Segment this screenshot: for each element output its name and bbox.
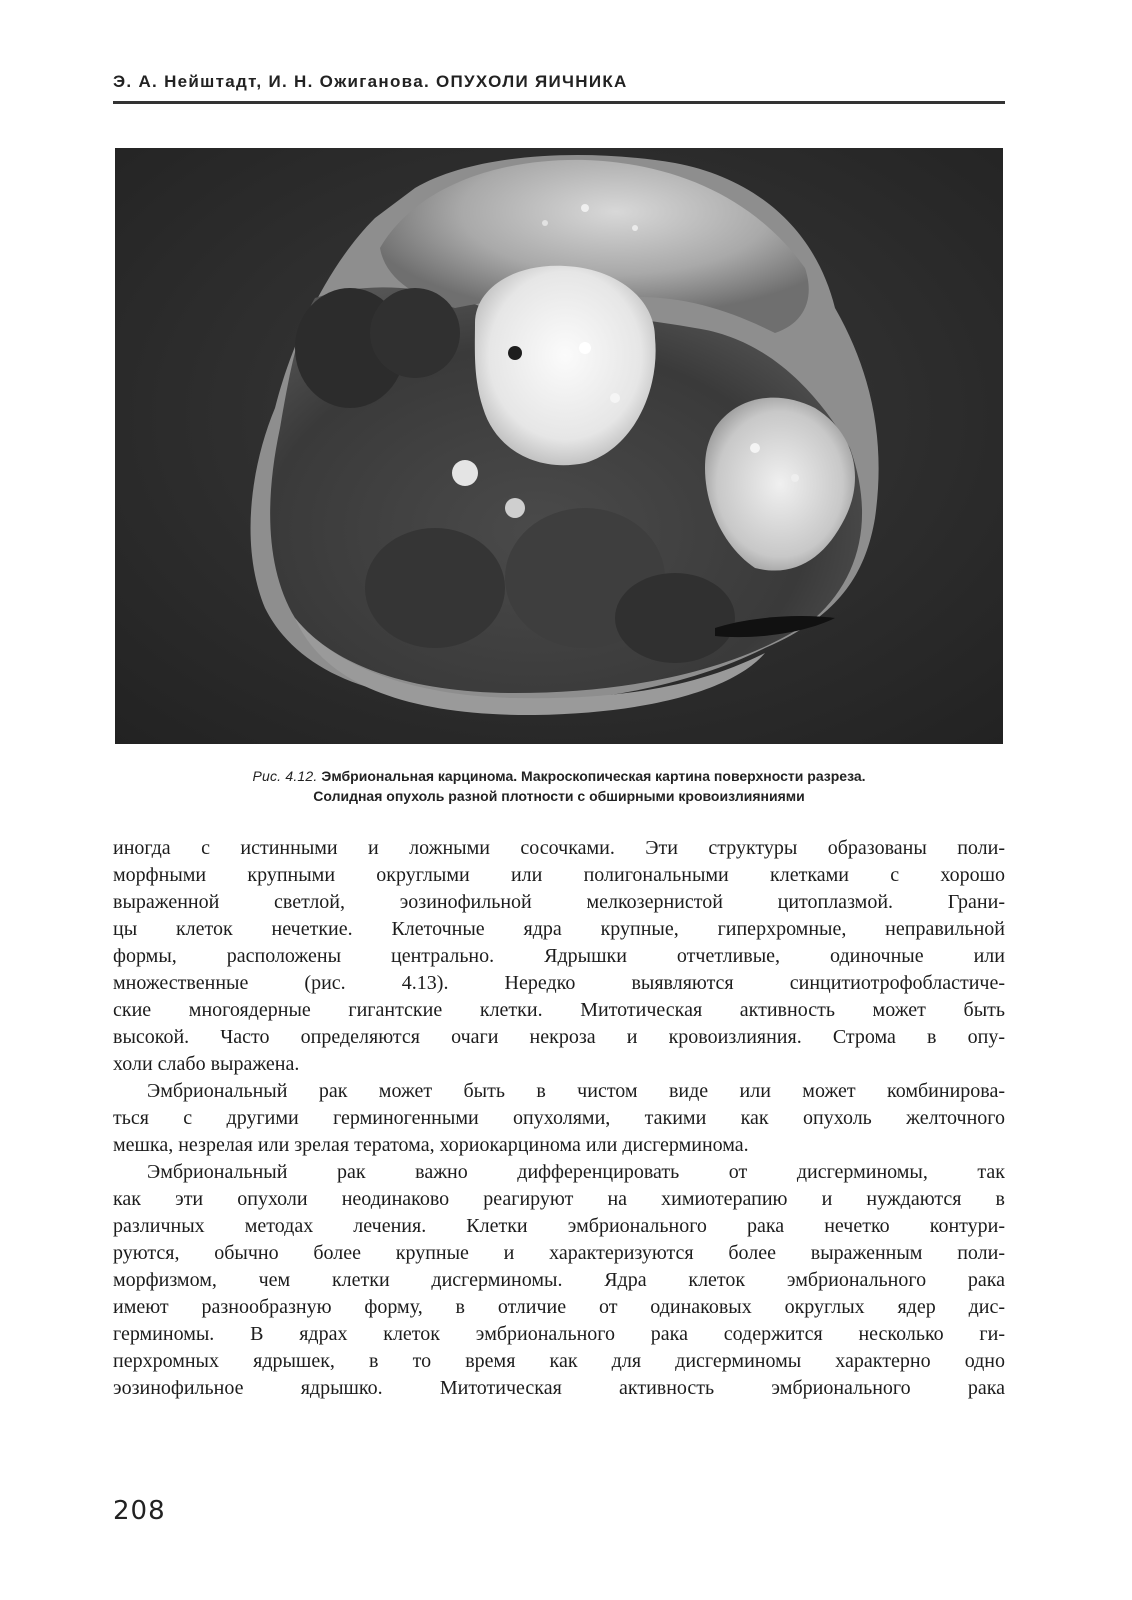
text-line: имеют разнообразную форму, в отличие от одинаковых округлых ядер дис- <box>113 1296 1005 1318</box>
header-rule <box>113 101 1005 104</box>
text-line: холи слабо выражена. <box>113 1053 300 1075</box>
text-line: иногда с истинными и ложными сосочками. Эти структуры образованы поли- <box>113 837 1005 859</box>
text-line: формы, расположены центрально. Ядрышки отчетливые, одиночные или <box>113 945 1005 967</box>
caption-line-2: Солидная опухоль разной плотности с обширными кровоизлияниями <box>313 788 805 804</box>
text-line: перхромных ядрышек, в то время как для дисгерминомы характерно одно <box>113 1350 1005 1372</box>
figure-caption <box>115 766 1003 806</box>
text-line: различных методах лечения. Клетки эмбрионального рака нечетко контури- <box>113 1215 1005 1237</box>
text-line: мешка, незрелая или зрелая тератома, хориокарцинома или дисгерминома. <box>113 1134 749 1156</box>
text-line: герминомы. В ядрах клеток эмбрионального рака содержится несколько ги- <box>113 1323 1005 1345</box>
text-line: выраженной светлой, эозинофильной мелкозернистой цитоплазмой. Грани- <box>113 891 1005 913</box>
text-line: руются, обычно более крупные и характеризуются более выраженным поли- <box>113 1242 1005 1264</box>
text-line: Эмбриональный рак важно дифференцировать от дисгерминомы, так <box>147 1161 1005 1183</box>
text-line: морфизмом, чем клетки дисгерминомы. Ядра клеток эмбрионального рака <box>113 1269 1005 1291</box>
text-line: ться с другими герминогенными опухолями, такими как опухоль желточного <box>113 1107 1005 1129</box>
page-number: 208 <box>113 1496 166 1526</box>
text-line: как эти опухоли неодинаково реагируют на химиотерапию и нуждаются в <box>113 1188 1005 1210</box>
figure-label: Рис. 4.12. <box>252 768 318 784</box>
text-line: ские многоядерные гигантские клетки. Митотическая активность может быть <box>113 999 1005 1021</box>
text-line: эозинофильное ядрышко. Митотическая активность эмбрионального рака <box>113 1377 1005 1399</box>
text-line: цы клеток нечеткие. Клеточные ядра крупные, гиперхромные, неправильной <box>113 918 1005 940</box>
figure-photo <box>115 148 1003 744</box>
tumor-cross-section-photo <box>115 148 1003 744</box>
text-line: морфными крупными округлыми или полигональными клетками с хорошо <box>113 864 1005 886</box>
text-line: множественные (рис. 4.13). Нередко выявляются синцитиотрофобластиче- <box>113 972 1005 994</box>
running-head: Э. А. Нейштадт, И. Н. Ожиганова. ОПУХОЛИ ЯИЧНИКА <box>113 72 628 91</box>
caption-line-1: Эмбриональная карцинома. Макроскопическая картина поверхности разреза. <box>321 768 866 784</box>
text-line: высокой. Часто определяются очаги некроза и кровоизлияния. Строма в опу- <box>113 1026 1005 1048</box>
body-text <box>113 835 1005 1402</box>
text-line: Эмбриональный рак может быть в чистом виде или может комбинирова- <box>147 1080 1005 1102</box>
